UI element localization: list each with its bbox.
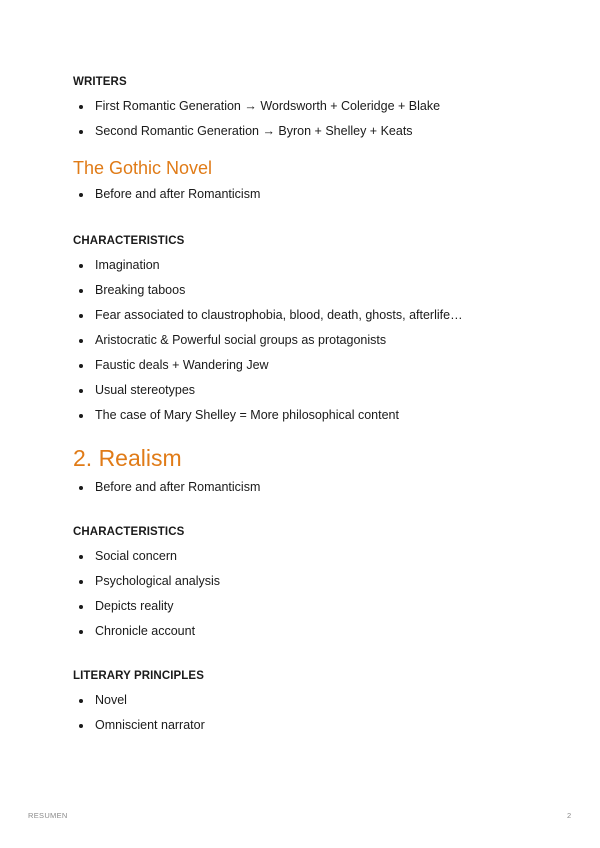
gothic-characteristics-list bbox=[73, 257, 543, 424]
footer-label: RESUMEN bbox=[28, 811, 68, 820]
gothic-section bbox=[73, 156, 543, 203]
literary-principles-list bbox=[73, 692, 543, 734]
realism-title: 2. Realism bbox=[73, 445, 182, 471]
gothic-list bbox=[73, 186, 543, 203]
list-item: Depicts reality bbox=[73, 598, 543, 615]
list-item: Novel bbox=[73, 692, 543, 709]
list-item: Aristocratic & Powerful social groups as protagonists bbox=[73, 332, 543, 349]
literary-principles-section bbox=[73, 668, 543, 734]
page-number: 2 bbox=[567, 811, 572, 820]
writers-heading: WRITERS bbox=[73, 76, 127, 88]
list-item: Before and after Romanticism bbox=[73, 186, 543, 203]
realism-section bbox=[73, 443, 543, 496]
gothic-title: The Gothic Novel bbox=[73, 158, 213, 178]
realism-characteristics-list bbox=[73, 548, 543, 640]
list-item: Fear associated to claustrophobia, blood, death, ghosts, afterlife… bbox=[73, 307, 543, 324]
writers-list bbox=[73, 98, 543, 140]
list-item: Omniscient narrator bbox=[73, 717, 543, 734]
list-item: First Romantic Generation → Wordsworth + Coleridge + Blake bbox=[73, 98, 543, 115]
realism-characteristics-section bbox=[73, 524, 543, 640]
list-item: Imagination bbox=[73, 257, 543, 274]
list-item: Usual stereotypes bbox=[73, 382, 543, 399]
page-content bbox=[73, 74, 543, 734]
gothic-characteristics-section bbox=[73, 233, 543, 424]
list-item: Chronicle account bbox=[73, 623, 543, 640]
list-item: Before and after Romanticism bbox=[73, 479, 543, 496]
list-item: Breaking taboos bbox=[73, 282, 543, 299]
list-item: Second Romantic Generation → Byron + Shelley + Keats bbox=[73, 123, 543, 140]
writers-section bbox=[73, 74, 543, 140]
realism-characteristics-heading: CHARACTERISTICS bbox=[73, 526, 185, 538]
list-item: Psychological analysis bbox=[73, 573, 543, 590]
list-item: The case of Mary Shelley = More philosophical content bbox=[73, 407, 543, 424]
gothic-characteristics-heading: CHARACTERISTICS bbox=[73, 235, 185, 247]
literary-principles-heading: LITERARY PRINCIPLES bbox=[73, 670, 204, 682]
list-item: Faustic deals + Wandering Jew bbox=[73, 357, 543, 374]
realism-list bbox=[73, 479, 543, 496]
list-item: Social concern bbox=[73, 548, 543, 565]
